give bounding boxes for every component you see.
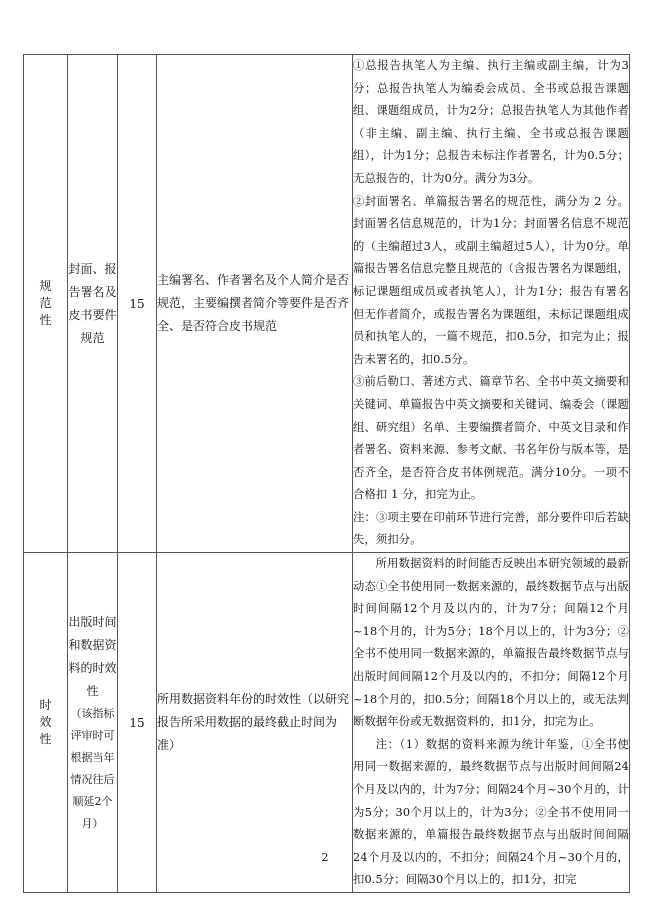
criteria-note: 注：③项主要在印前环节进行完善，部分要件印后若缺失，须扣分。 — [353, 510, 629, 547]
item-cell — [68, 553, 118, 893]
table-row-timeliness — [24, 553, 630, 893]
item-label: 封面、报告署名及皮书要件规范 — [68, 261, 117, 345]
criteria-paragraph: ②封面署名、单篇报告署名的规范性，满分为 2 分。封面署名信息规范的，计为1分；封面署名信息不规范的（主编超过3人，或副主编超过5人），计为0分。单篇报告署名信息完整且规范的（含报告署名为课题组，标记课题组成员或者执笔人），计为1分；报告有署名但无作者简介，或报告署名为课题组，未标记课题组成员和执笔人的，一篇不规范，扣0.5分，扣完为止；报告未署名的，扣0.5分。 — [353, 194, 629, 366]
dimension-cell — [24, 55, 68, 553]
criteria-paragraph: 所用数据资料的时间能否反映出本研究领域的最新动态①全书使用同一数据来源的，最终数据节点与出版时间间隔12个月及以内的，计为7分；间隔12个月~18个月的，计为5分；18个月以上的，计为3分；②全书不使用同一数据来源的，单篇报告最终数据节点与出版时间间隔12个月及以内的，不扣分；间隔12个月~18个月的，扣0.5分；间隔18个月以上的，或无法判断数据年份或无数据资料的，扣1分，扣完为止。 — [353, 557, 629, 729]
criteria-cell — [353, 55, 630, 553]
content-cell: 所用数据资料年份的时效性（以研究报告所采用数据的最终截止时间为准） — [157, 553, 353, 893]
table-row-normativity — [24, 55, 630, 553]
page-number: 2 — [321, 851, 329, 864]
item-label: 出版时间和数据资料的时效性 — [68, 614, 117, 698]
item-cell — [68, 55, 118, 553]
dimension-cell — [24, 553, 68, 893]
content-cell: 主编署名、作者署名及个人简介是否规范，主要编撰者简介等要件是否齐全、是否符合皮书规范 — [157, 55, 353, 553]
criteria-paragraph: ③前后勒口、著述方式、篇章节名、全书中英文摘要和关键词、单篇报告中英文摘要和关键词、编委会（课题组、研究组）名单、主要编撰者简介、中英文目录和作者署名、资料来源、参考文献、书名年份与版本等，是否齐全，是否符合皮书体例规范。满分10分。一项不合格扣 1 分，扣完为止。 — [353, 375, 629, 502]
score-cell: 15 — [118, 553, 157, 893]
criteria-note: 注：（1）数据的资料来源为统计年鉴，①全书使用同一数据来源的，最终数据节点与出版时间间隔24个月及以内的，计为7分；间隔24个月~30个月的，计为5分；30个月以上的，计为3分；②全书不使用同一数据来源的，单篇报告最终数据节点与出版时间间隔24个月及以内的，不扣分；间隔24个月~30个月的，扣0.5分；间隔30个月以上的，扣1分，扣完 — [353, 737, 629, 887]
criteria-paragraph: ①总报告执笔人为主编、执行主编或副主编，计为3分；总报告执笔人为编委会成员、全书或总报告课题组、课题组成员，计为2分；总报告执笔人为其他作者（非主编、副主编、执行主编、全书或总报告课题组），计为1分；总报告未标注作者署名，计为0.5分；无总报告的，计为0分。满分为3分。 — [353, 59, 629, 185]
dimension-label: 时效性 — [39, 698, 52, 747]
criteria-cell — [353, 553, 630, 893]
score-cell: 15 — [118, 55, 157, 553]
evaluation-table — [23, 54, 630, 893]
dimension-label: 规范性 — [39, 279, 52, 328]
item-note: （该指标评审时可根据当年情况往后顺延2个月） — [70, 706, 115, 830]
